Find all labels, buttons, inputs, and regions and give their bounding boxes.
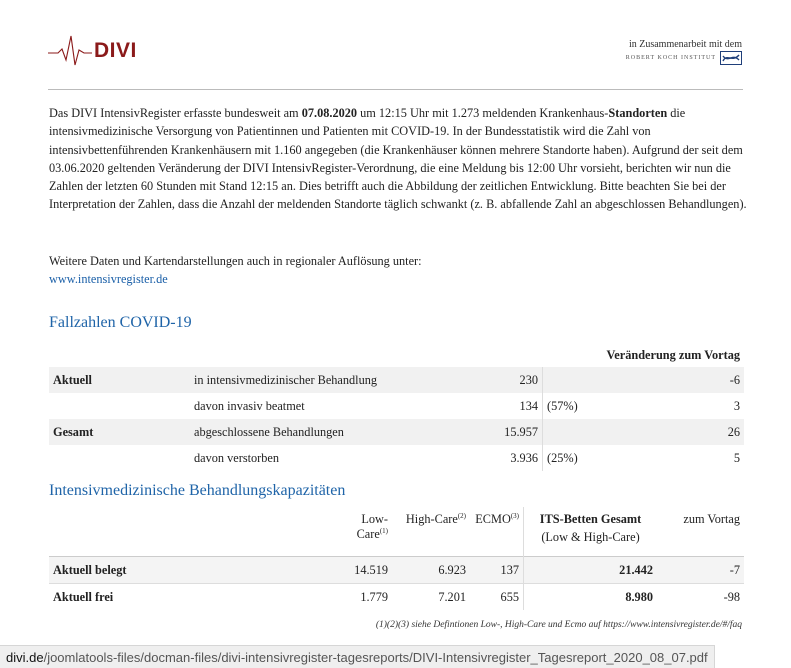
table-row: [49, 419, 744, 445]
table-row: [49, 584, 744, 611]
low-care-value: 1.779: [328, 584, 392, 611]
collaboration-text: in Zusammenarbeit mit dem: [628, 39, 742, 50]
high-care-value: 7.201: [392, 584, 470, 611]
kapazitaeten-header-row: [49, 507, 744, 557]
table-row: [49, 367, 744, 393]
fallzahlen-heading: Fallzahlen COVID-19: [49, 314, 192, 331]
row-label: [49, 393, 190, 419]
footnote-marker: (2): [457, 511, 466, 520]
ecmo-value: 655: [470, 584, 524, 611]
report-date: 07.08.2020: [301, 106, 358, 120]
row-label: Gesamt: [49, 419, 190, 445]
ecmo-header: [470, 507, 524, 557]
fallzahlen-header-row: [49, 343, 744, 367]
row-description: davon invasiv beatmet: [194, 398, 305, 413]
intensivregister-link[interactable]: www.intensivregister.de: [49, 272, 168, 287]
row-label: Aktuell frei: [49, 584, 328, 611]
status-url-bar: [0, 645, 715, 668]
row-description: abgeschlossene Behandlungen: [190, 419, 466, 445]
more-data-paragraph: [49, 252, 749, 289]
row-value: 3.936: [466, 445, 543, 471]
row-change: 26: [601, 419, 744, 445]
vortag-header: zum Vortag: [683, 512, 740, 526]
its-sublabel: (Low & High-Care): [541, 530, 640, 544]
fallzahlen-table: [49, 343, 744, 471]
ecmo-value: 137: [470, 557, 524, 584]
its-label: ITS-Betten Gesamt: [539, 512, 642, 526]
row-description: davon verstorben: [194, 450, 280, 465]
logo-text: DIVI: [94, 39, 137, 62]
row-change: 3: [733, 398, 740, 413]
row-description: in intensivmedizinischer Behandlung: [190, 367, 466, 393]
row-value: 230: [466, 367, 543, 393]
intro-text-3: die intensivmedizinische Versorgung von Patientinnen und Patienten mit COVID-19. In der Bundesstatistik wird die Zahl von intensivbettenführenden Krankenhäusern mit 1.160 angegeben (die Krankenhäuser können mehrere Standorte haben). Aufgrund der seit dem 03.06.2020 geltenden Veränderung der DIVI IntensivRegister-Verordnung, die eine Meldung bis 12:00 Uhr vorsieht, berichten wir nun die Zahlen der letzten 60 Stunden mit Stand 12:15 an. Dies betrifft auch die Abbildung der zeitlichen Entwicklung. Bitte beachten Sie bei der Interpretation der Zahlen, dass die Anzahl der meldenden Standorte täglich schwankt (z. B. abfallende Zahl an abgeschlossen Behandlungen).: [49, 106, 747, 212]
rki-logo: [626, 51, 742, 65]
row-label: Aktuell: [49, 367, 190, 393]
standorten-word: Standorten: [608, 106, 668, 120]
header-divider: [48, 89, 743, 90]
its-value: 21.442: [524, 557, 658, 584]
row-percent: (57%): [547, 398, 578, 413]
row-change: 5: [733, 450, 740, 465]
intro-paragraph: [49, 104, 749, 214]
collaboration-block: [626, 39, 742, 65]
heartbeat-icon: [48, 34, 92, 68]
its-header: [524, 507, 658, 557]
low-care-label: Low-Care: [356, 512, 388, 541]
low-care-value: 14.519: [328, 557, 392, 584]
row-label: [49, 445, 190, 471]
row-percent: [543, 367, 602, 393]
high-care-value: 6.923: [392, 557, 470, 584]
change-header: Veränderung zum Vortag: [606, 347, 740, 362]
vortag-value: -7: [657, 557, 744, 584]
more-data-text: Weitere Daten und Kartendarstellungen auch in regionaler Auflösung unter:: [49, 254, 422, 268]
row-percent: [543, 419, 602, 445]
url-path: /joomlatools-files/docman-files/divi-intensivregister-tagesreports/DIVI-Intensivregister_Tagesreport_2020_08_07.pdf: [43, 649, 708, 665]
definitions-footnote: (1)(2)(3) siehe Defintionen Low-, High-Care und Ecmo auf https://www.intensivregister.de/#/faq: [375, 620, 742, 630]
ecmo-label: ECMO: [475, 512, 511, 526]
rki-icon: [720, 51, 742, 65]
divi-logo: [48, 34, 137, 68]
footnote-marker: (1): [379, 526, 388, 535]
low-care-header: [328, 507, 392, 557]
row-label: Aktuell belegt: [49, 557, 328, 584]
intro-text-2: um 12:15 Uhr mit 1.273 meldenden Krankenhaus-: [357, 106, 609, 120]
row-percent: (25%): [547, 450, 578, 465]
table-row: [49, 557, 744, 584]
footnote-marker: (3): [510, 511, 519, 520]
rki-text: ROBERT KOCH INSTITUT: [625, 55, 716, 61]
vortag-value: -98: [657, 584, 744, 611]
high-care-label: High-Care: [405, 512, 458, 526]
url-host: divi.de: [6, 649, 44, 665]
its-value: 8.980: [524, 584, 658, 611]
high-care-header: [392, 507, 470, 557]
kapazitaeten-table: [49, 507, 744, 610]
row-change: -6: [601, 367, 744, 393]
intro-text-1: Das DIVI IntensivRegister erfasste bundesweit am: [49, 106, 302, 120]
row-value: 15.957: [466, 419, 543, 445]
kapazitaeten-heading: Intensivmedizinische Behandlungskapazitäten: [49, 482, 346, 499]
row-value: 134: [466, 393, 543, 419]
table-row: [49, 393, 744, 419]
table-row: [49, 445, 744, 471]
